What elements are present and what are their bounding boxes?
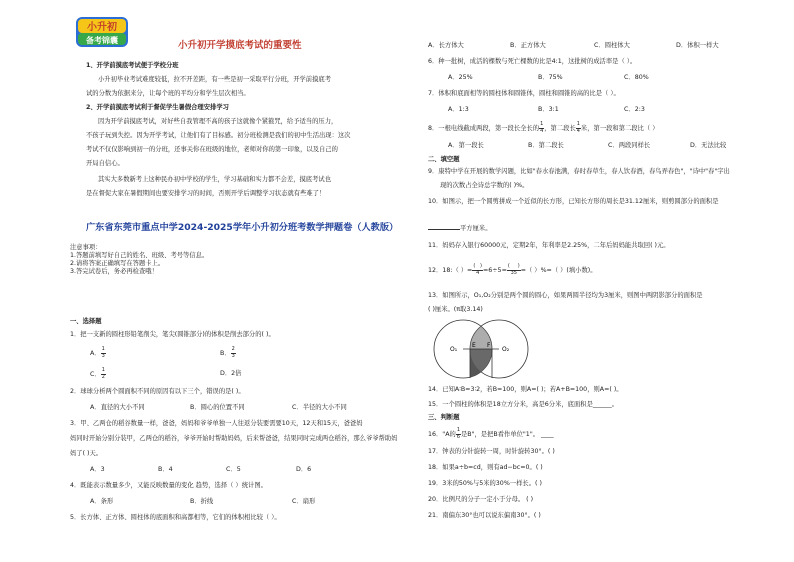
option: C．2:3 bbox=[624, 106, 645, 113]
question-text: 1．把一支新的圆柱形铅笔削尖，笔尖(圆锥部分)的体积是削去部分的( )。 bbox=[70, 331, 275, 338]
question-text: 妈同时开始分别分装甲，乙两仓的稻谷，爷爷开始时帮助妈妈，后来帮爸爸，结果同时完成两仓稻谷，那么爷爷帮助妈 bbox=[70, 435, 398, 442]
intro-title: 小升初开学摸底考试的重要性 bbox=[178, 40, 302, 51]
option: C．两段同样长 bbox=[608, 142, 651, 149]
question-text: 4．既能表示数量多少，又能反映数量的变化 趋势，选择（ ）统计图。 bbox=[70, 482, 267, 489]
question-text: 8．一根电线截成两段，第一段长全长的 $\frac{1}{4}$，第二段长 $\frac{1}{4}$米，第一段和第二段比（ ） bbox=[428, 121, 659, 134]
question-text: 现的次数占全诗总字数的( )%。 bbox=[440, 182, 529, 189]
question-text: 16．"A的 $\frac{1}{6}$是B"，是把B看作单位"1"。 ____ bbox=[428, 427, 554, 440]
intro-paragraph: 是在督促大家在暑假期间也要安排学习的时间，否则开学后调整学习状态就有些难了！ bbox=[86, 190, 326, 197]
question-text: 13．如图所示，O₁,O₂分别是两个圆的圆心，如果两圆半径均为3厘米，则图中两阴影部分的面积是 bbox=[428, 292, 703, 299]
option: B．正方体大 bbox=[510, 42, 546, 49]
section-heading: 二、填空题 bbox=[428, 156, 460, 163]
option: D．无法比较 bbox=[690, 142, 727, 149]
question-text: 20．比例尺的分子一定小于分母。 ( ) bbox=[428, 496, 534, 503]
svg-text:备考锦囊: 备考锦囊 bbox=[86, 36, 118, 45]
label-o2: O₂ bbox=[502, 346, 510, 353]
question-text: 5．长方体、正方体、圆柱体的底面积和高都相等，它们的体积相比较（ ）。 bbox=[70, 514, 281, 521]
intro-paragraph: 小升初毕业考试难度较低，拉不开差距，有一些是初一采取平行分班，开学前摸底考 bbox=[98, 76, 331, 83]
question-text: 12．18:（ ）= $\frac{( )}{4}=6\div 5=$ $\frac{( )}{35}=$（ ）%=（ ）(填小数)。 bbox=[428, 263, 597, 276]
option: C． $\frac{1}{2}$ bbox=[90, 367, 105, 380]
question-text: 3．甲、乙两仓的稻谷数量一样，爸爸，妈妈和爷爷单独一人往返分装要需要10天，12天和15天，爸爸妈 bbox=[70, 420, 363, 427]
question-text: 17．钟表的分针旋转一周，时针旋转30°。( ) bbox=[428, 448, 555, 455]
intro-paragraph: 不孩子玩到失控。因为开学考试，让他们有了目标感。初分班检测是我们的初中生活出现：这次 bbox=[86, 132, 351, 139]
option: B．4 bbox=[158, 466, 173, 473]
notice-item: 1.答题前填写好自己的姓名、班级、考号等信息。 bbox=[70, 252, 209, 259]
option: A．第一段长 bbox=[448, 142, 484, 149]
intro-paragraph: 其实大多数新考上这种民办初中学校的学生，学习基础和实力都不会差，摸底考试也 bbox=[98, 176, 331, 183]
svg-text:小升初: 小升初 bbox=[87, 22, 117, 33]
question-text: 6．种一批树，成活的棵数与死亡棵数的比是4:1，这批树的成活率是（ ）。 bbox=[428, 58, 637, 65]
notice-title: 注意事项： bbox=[70, 244, 102, 251]
option: A．直径的大小不同 bbox=[90, 404, 145, 411]
option: C．80% bbox=[624, 74, 649, 81]
option: C．5 bbox=[226, 466, 241, 473]
intro-paragraph: 试的分数为依据来分，让每个班的平均分和学生层次相当。 bbox=[86, 90, 250, 97]
question-text: 11．妈妈存入银行60000元，定期2年，年利率是2.25%，二年后妈妈能共取回( )元。 bbox=[428, 242, 670, 249]
option: D．体积一样大 bbox=[676, 42, 719, 49]
option: C．半径的大小不同 bbox=[292, 404, 347, 411]
notice-item: 3.答完试卷后，务必再检查哦！ bbox=[70, 268, 158, 275]
option: B．第二段长 bbox=[528, 142, 564, 149]
intro-paragraph: 考试不仅仅影响到初一的分班，还事关你在班级的地位，老师对你的第一印象，以及自己的 bbox=[86, 146, 338, 153]
question-text: 15．一个圆柱的体积是18立方分米，高是6分米，底面积是______。 bbox=[428, 401, 619, 408]
option: C．扇形 bbox=[292, 498, 316, 505]
intro-paragraph: 因为开学前摸底考试，对好些自我管理不高的孩子这就像个紧箍咒，给予适当的压力， bbox=[98, 118, 338, 125]
label-o1: O₁ bbox=[450, 346, 458, 353]
exam-title: 广东省东莞市重点中学2024-2025学年小升初分班考数学押题卷（人教版） bbox=[86, 222, 399, 233]
option: A．3 bbox=[90, 466, 105, 473]
option: A． $\frac{1}{3}$ bbox=[90, 346, 105, 359]
label-f: F bbox=[487, 342, 491, 349]
label-e: E bbox=[472, 342, 476, 349]
option: B．折线 bbox=[190, 498, 214, 505]
section-heading: 一、选择题 bbox=[70, 318, 102, 325]
question-text: 14．已知A∶B=3∶2，若B=100，则A=( )；若A+B=100，则A=( )。 bbox=[428, 386, 623, 393]
option: D．2倍 bbox=[220, 370, 242, 377]
option: A．25% bbox=[448, 74, 473, 81]
question-text: 10．如图示，把一个圆剪拼成一个近似的长方形，已知长方形的周长是31.12厘米，则剪圆部分的面积是 bbox=[428, 198, 719, 205]
question-text: 2．球球分析两个圆面积不同的原因有以下三个，错误的是( )。 bbox=[70, 388, 245, 395]
question-text: 19．3米的50%与5米的30%一样长。( ) bbox=[428, 480, 542, 487]
question-text: 21．南偏东30°也可以说东偏南30°。( ) bbox=[428, 512, 541, 519]
option: A．长方体大 bbox=[428, 42, 464, 49]
option: A．1:3 bbox=[448, 106, 469, 113]
intro-paragraph: 开局自信心。 bbox=[86, 160, 124, 167]
notice-item: 2.请将答案正确填写在答题卡上。 bbox=[70, 260, 165, 267]
intro-heading-2: 2、开学前摸底考试利于督促学生暑假合理安排学习 bbox=[86, 104, 229, 111]
question-text: ( )厘米。(π取3.14) bbox=[428, 306, 483, 313]
option: A．条形 bbox=[90, 498, 114, 505]
option: B．3:1 bbox=[538, 106, 559, 113]
question-text: 妈了( )天。 bbox=[70, 450, 103, 457]
option: B． $\frac{2}{3}$ bbox=[220, 346, 235, 359]
question-text: 平方厘米。 bbox=[428, 222, 491, 233]
option: B．75% bbox=[538, 74, 563, 81]
question-text: 9．康特中学在开展的数学闪题，比如"春水春池满，春时春草生，春人饮春酒，春鸟弄春色"，"诗中"春"字出 bbox=[428, 168, 730, 175]
intro-heading-1: 1、开学前摸底考试便于学校分班 bbox=[86, 62, 179, 69]
two-circles-figure bbox=[428, 318, 534, 380]
section-heading: 三、判断题 bbox=[428, 414, 460, 421]
option: D．6 bbox=[296, 466, 312, 473]
option: B．圆心的位置不同 bbox=[190, 404, 245, 411]
option: C．圆柱体大 bbox=[594, 42, 630, 49]
question-text: 18．如果a÷b=cd，则有ad−bc=0。( ) bbox=[428, 464, 543, 471]
question-text: 7．体积和底面相等的圆柱体和圆锥体，圆柱和圆锥的高的比是（ ）。 bbox=[428, 90, 620, 97]
logo-badge bbox=[74, 14, 130, 50]
